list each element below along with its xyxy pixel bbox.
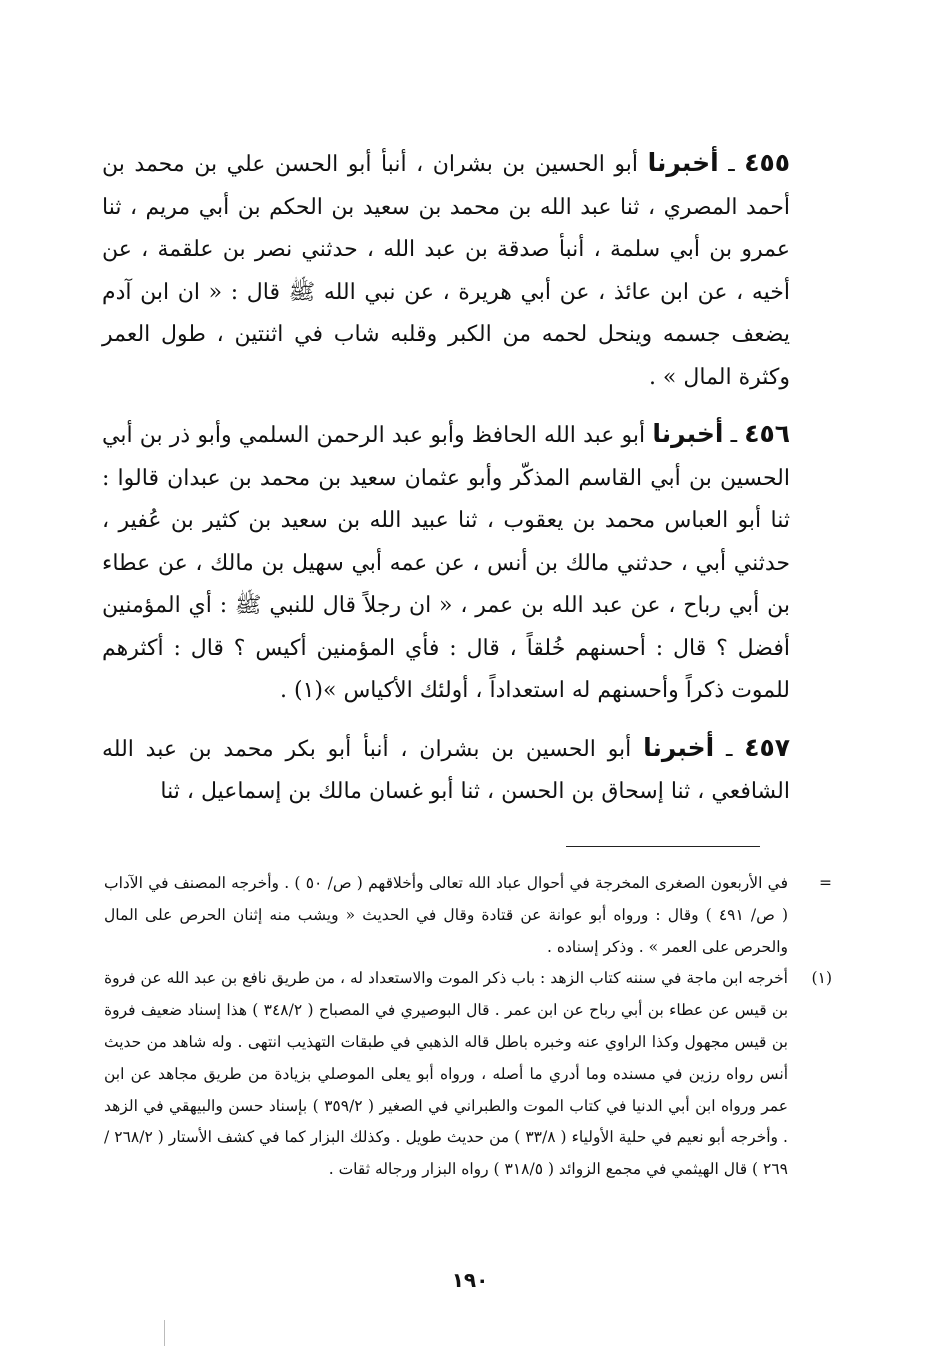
hadith-entry-455	[102, 142, 790, 399]
entry-text: أبو الحسين بن بشران ، أنبأ أبو بكر محمد بن عبد الله الشافعي ، ثنا إسحاق بن الحسن ، ثنا أبو غسان مالك بن إسماعيل ، ثنا	[102, 736, 790, 804]
footnotes	[104, 868, 832, 1186]
entry-number: ٤٥٦	[744, 419, 790, 448]
entry-dash: ـ	[723, 423, 745, 448]
footnote-continued	[104, 868, 832, 963]
entry-text: أبو عبد الله الحافظ وأبو عبد الرحمن السلمي وأبو ذر بن أبي الحسين بن أبي القاسم المذكّر وأبو عثمان سعيد بن محمد بن عبدان قالوا : ثنا أبو العباس محمد بن يعقوب ، ثنا عبيد الله بن سعيد بن كثير بن عُفير ، حدثني أبي ، حدثني مالك بن أنس ، عن عمه أبي سهيل بن مالك ، عن عطاء بن أبي رباح ، عن عبد الله بن عمر ، « ان رجلاً قال للنبي ﷺ : أي المؤمنين أفضل ؟ قال : أحسنهم خُلقاً ، قال : فأي المؤمنين أكيس ؟ قال : أكثرهم للموت ذكراً وأحسنهم له استعداداً ، أولئك الأكياس »(١) .	[102, 423, 790, 703]
entry-text: أبو الحسين بن بشران ، أنبأ أبو الحسن علي بن محمد بن أحمد المصري ، ثنا عبد الله بن محمد بن سعيد بن الحكم بن أبي مريم ، ثنا عمرو بن أبي سلمة ، أنبأ صدقة بن عبد الله ، حدثني نصر بن علقمة ، عن أخيه ، عن ابن عائذ ، عن أبي هريرة ، عن نبي الله ﷺ قال : « ان ابن آدم يضعف جسمه وينحل لحمه من الكبر وقلبه شاب في اثنتين ، طول العمر وكثرة المال » .	[102, 152, 790, 390]
scan-artifact	[164, 1320, 165, 1346]
entry-number: ٤٥٧	[744, 732, 790, 762]
entry-keyword: أخبرنا	[652, 419, 724, 448]
footnote-text: في الأربعون الصغرى المخرجة في أحوال عباد الله تعالى وأخلاقهم ( ص/ ٥٠ ) . وأخرجه المصنف في الآداب ( ص/ ٤٩١ ) وقال : ورواه أبو عوانة عن قتادة وقال في الحديث « ويشب منه إثنان الحرص على المال والحرص على العمر » . وذكر إسناده .	[104, 874, 788, 956]
footnote-1	[104, 963, 832, 1186]
entry-dash: ـ	[718, 152, 745, 177]
entry-keyword: أخبرنا	[647, 148, 719, 177]
page-number: ١٩٠	[451, 1268, 489, 1292]
footnote-text: أخرجه ابن ماجة في سننه كتاب الزهد : باب ذكر الموت والاستعداد له ، من طريق نافع بن عبد الله عن فروة بن قيس عن عطاء بن أبي رباح عن ابن عمر . قال البوصيري في المصباح ( ٣٤٨/٢ ) هذا إسناد ضعيف فروة بن قيس مجهول وكذا الراوي عنه وخبره باطل قاله الذهبي في طبقات التهذيب انتهى . وله شاهد من حديث أنس رواه رزين في مسنده وما أدري ما أصله ، ورواه أبو يعلى الموصلي بزيادة من طريق مجاهد عن ابن عمر ورواه ابن أبي الدنيا في كتاب الموت والطبراني في الصغير ( ٣٥٩/٢ ) بإسناد حسن والبيهقي في الزهد . وأخرجه أبو نعيم في حلية الأولياء ( ٣٣/٨ ) من حديث طويل . وكذلك البزار كما في كشف الأستار ( ٢٦٨/٢ /٢٦٩ ) قال الهيثمي في مجمع الزوائد ( ٣١٨/٥ ) رواه البزار ورجاله ثقات .	[104, 969, 789, 1179]
hadith-entry-457	[102, 727, 790, 814]
entry-dash: ـ	[714, 736, 745, 762]
entry-keyword: أخبرنا	[643, 732, 715, 762]
hadith-entry-456	[102, 413, 790, 713]
entry-number: ٤٥٥	[744, 148, 790, 177]
main-text	[102, 142, 790, 828]
footnote-marker: (١)	[811, 969, 832, 988]
footnote-marker: =	[819, 874, 832, 892]
footnote-separator	[566, 846, 760, 847]
